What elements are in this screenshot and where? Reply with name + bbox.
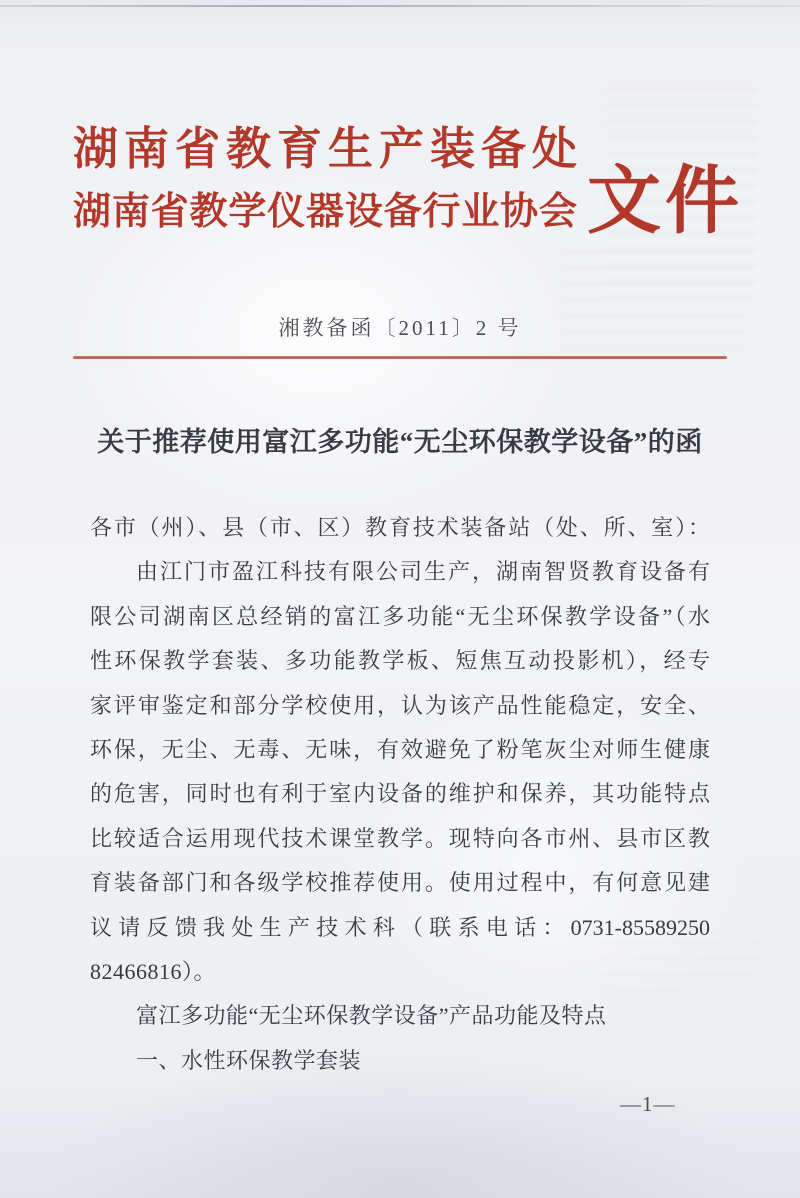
document-title: 关于推荐使用富江多功能“无尘环保教学设备”的函 xyxy=(97,427,703,457)
body-text-line: 环保，无尘、无毒、无味，有效避免了粉笔灰尘对师生健康 xyxy=(90,736,710,762)
body-text-line: 限公司湖南区总经销的富江多功能“无尘环保教学设备”（水 xyxy=(90,603,710,629)
body-text-line: 育装备部门和各级学校推荐使用。使用过程中，有何意见建 xyxy=(90,870,710,896)
body-text-line: 82466816）。 xyxy=(90,958,217,984)
body-text-line: 各市（州）、县（市、区）教育技术装备站（处、所、室）： xyxy=(90,515,710,540)
body-text-line: 议请反馈我处生产技术科（联系电话：0731-85589250 xyxy=(90,914,710,940)
body-text-line: 比较适合运用现代技术课堂教学。现特向各市州、县市区教 xyxy=(90,825,710,851)
org-name-line2: 湖南省教学仪器设备行业协会 xyxy=(73,191,577,233)
red-divider-line xyxy=(73,356,727,359)
page-number: —1— xyxy=(620,1092,676,1116)
paper-top-edge xyxy=(0,5,800,7)
document-type-label: 文件 xyxy=(587,161,743,244)
body-text-line: 一、水性环保教学套装 xyxy=(136,1047,362,1073)
document-body xyxy=(90,506,710,1083)
body-text-line: 的危害，同时也有利于室内设备的维护和保养，其功能特点 xyxy=(90,781,710,807)
body-text-line: 性环保教学套装、多功能教学板、短焦互动投影机），经专 xyxy=(90,648,710,674)
org-name-line1: 湖南省教育生产装备处 xyxy=(73,124,577,174)
body-text-line: 富江多功能“无尘环保教学设备”产品功能及特点 xyxy=(136,1003,607,1029)
bleed-through-artifact xyxy=(560,250,750,360)
issuing-organizations xyxy=(73,122,577,236)
body-text-line: 家评审鉴定和部分学校使用，认为该产品性能稳定，安全、 xyxy=(90,692,710,718)
body-text-line: 由江门市盈江科技有限公司生产，湖南智贤教育设备有 xyxy=(136,559,710,585)
document-reference-number: 湘教备函〔2011〕2 号 xyxy=(278,316,522,340)
letterhead xyxy=(73,122,743,244)
